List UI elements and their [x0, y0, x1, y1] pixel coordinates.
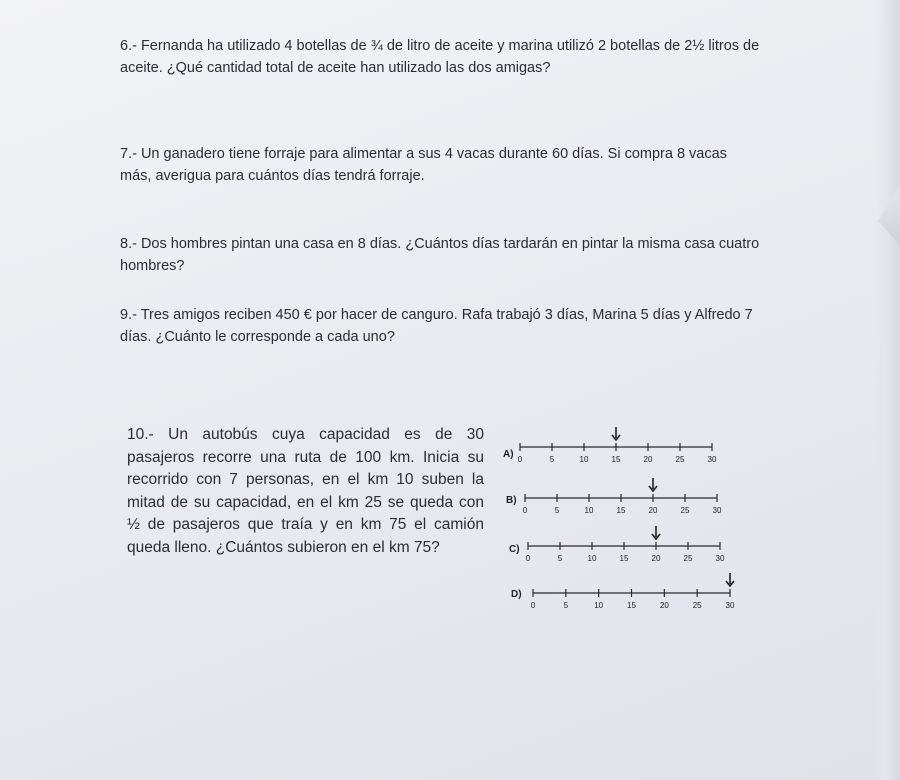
option-label: D): [511, 589, 522, 600]
tick-label: 5: [563, 601, 569, 610]
number-line-option-d: [511, 573, 735, 610]
question-6: 6.- Fernanda ha utilizado 4 botellas de ¾ de litro de aceite y marina utilizó 2 botellas de 2½ litros de aceite. ¿Qué cantidad total de aceite han utilizado las dos amigas?: [120, 38, 760, 76]
tick-label: 30: [712, 506, 722, 515]
tick-label: 10: [587, 554, 597, 563]
number-line-option-a: [503, 427, 717, 464]
tick-label: 10: [594, 601, 604, 610]
option-label: A): [503, 449, 514, 460]
option-label: B): [506, 495, 517, 506]
tick-label: 0: [517, 455, 523, 464]
tick-label: 0: [522, 506, 528, 515]
tick-label: 30: [715, 554, 725, 563]
down-arrow-icon: [612, 427, 620, 440]
tick-label: 15: [627, 601, 636, 610]
tick-label: 5: [549, 455, 555, 464]
tick-label: 0: [525, 554, 531, 563]
question-8: 8.- Dos hombres pintan una casa en 8 días. ¿Cuántos días tardarán en pintar la misma casa cuatro hombres?: [120, 236, 760, 274]
down-arrow-icon: [649, 478, 657, 491]
tick-label: 0: [530, 601, 536, 610]
down-arrow-icon: [726, 573, 734, 586]
question-9: 9.- Tres amigos reciben 450 € por hacer de canguro. Rafa trabajó 3 días, Marina 5 días y Alfredo 7 días. ¿Cuánto le corresponde a cada uno?: [120, 307, 753, 345]
tick-label: 20: [659, 601, 669, 610]
tick-label: 25: [692, 601, 702, 610]
tick-label: 15: [611, 455, 621, 464]
tick-label: 25: [675, 455, 685, 464]
option-label: C): [509, 544, 520, 555]
tick-label: 15: [619, 554, 629, 563]
tick-label: 5: [557, 554, 563, 563]
tick-label: 20: [643, 455, 653, 464]
tick-label: 15: [616, 506, 626, 515]
tick-label: 5: [554, 506, 560, 515]
tick-label: 20: [648, 506, 658, 515]
tick-label: 10: [584, 506, 594, 515]
tick-label: 30: [707, 455, 717, 464]
tick-label: 10: [579, 455, 589, 464]
down-arrow-icon: [652, 526, 660, 539]
number-line-option-b: [506, 478, 722, 515]
question-10: 10.- Un autobús cuya capacidad es de 30 pasajeros recorre una ruta de 100 km. Inicia su recorrido con 7 personas, en el km 10 suben la mitad de su capacidad, en el km 25 se queda con ½ de pasajeros que traía y en km 75 el camión queda lleno. ¿Cuántos subieron en el km 75?: [127, 426, 484, 556]
tick-label: 25: [680, 506, 690, 515]
question-7: 7.- Un ganadero tiene forraje para alimentar a sus 4 vacas durante 60 días. Si compra 8 vacas más, averigua para cuántos días tendrá forraje.: [120, 146, 727, 184]
tick-label: 20: [651, 554, 661, 563]
number-line-option-c: [509, 526, 725, 563]
tick-label: 25: [683, 554, 693, 563]
tick-label: 30: [725, 601, 735, 610]
